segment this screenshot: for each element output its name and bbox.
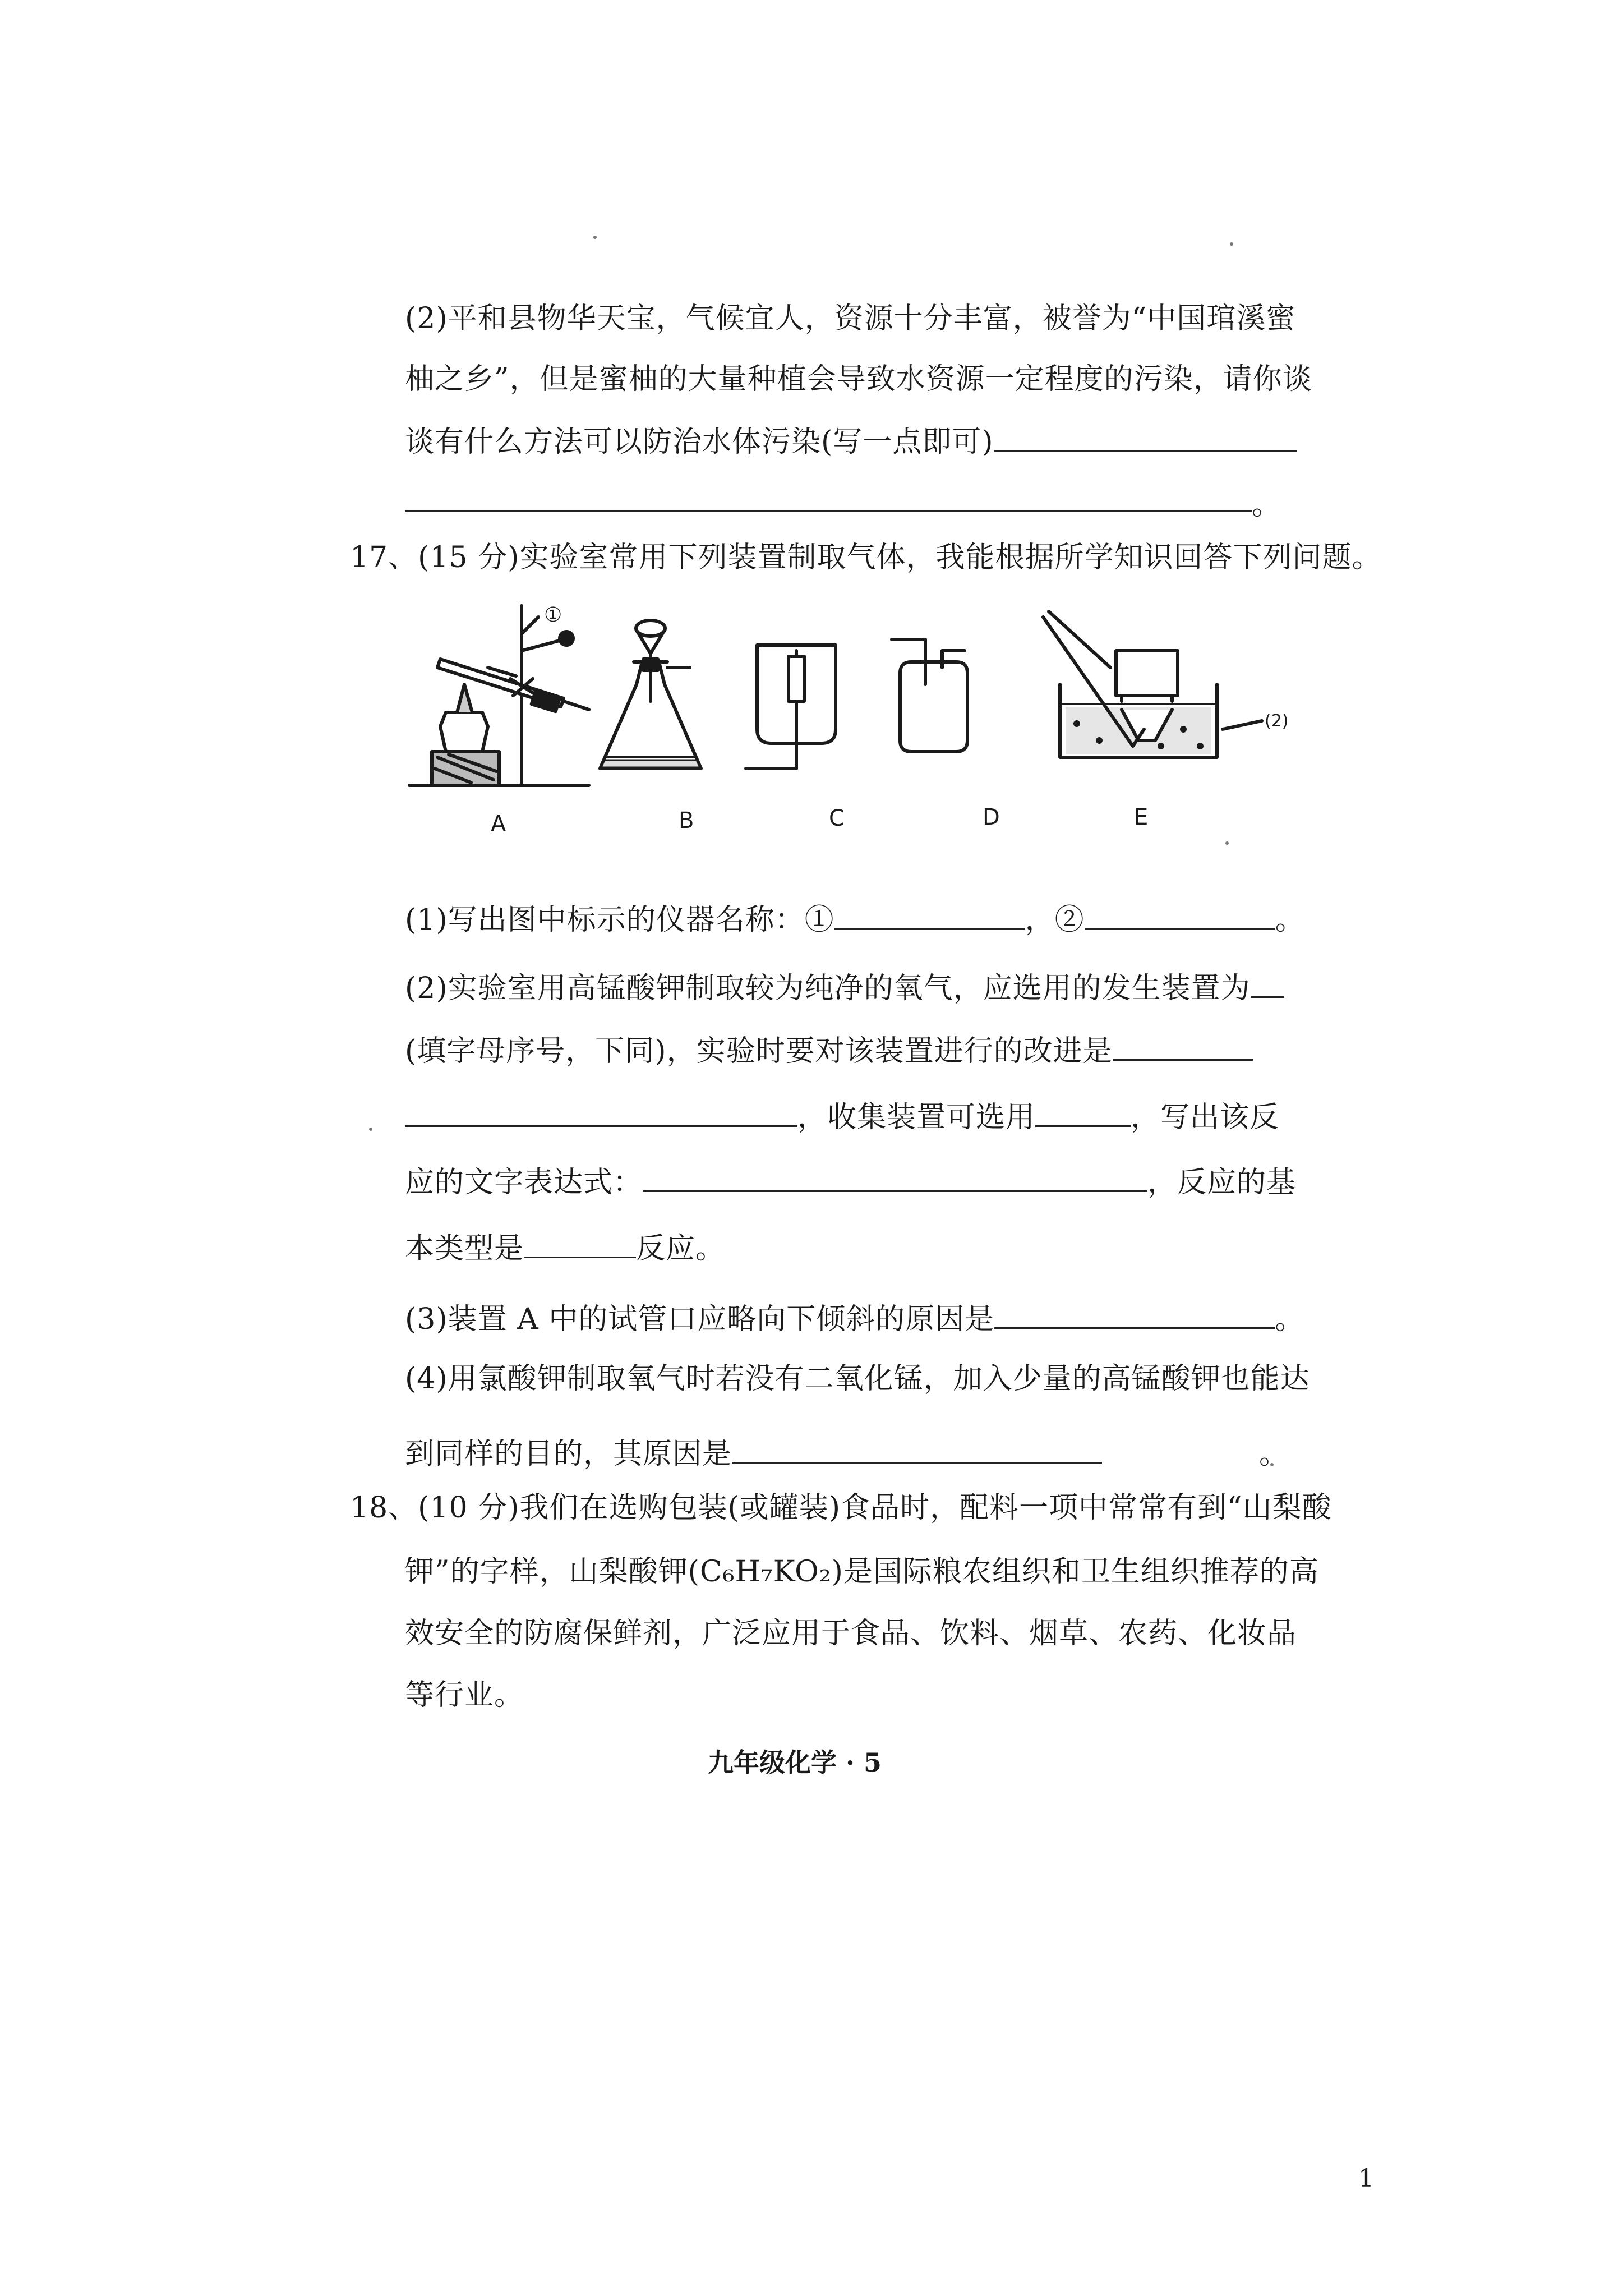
- apparatus-a: [409, 606, 589, 785]
- q18-line4: 等行业。: [405, 1678, 524, 1712]
- answer-blank-q17-1a[interactable]: [834, 900, 1025, 930]
- q16-p2-line1: (2)平和县物华天宝，气候宜人，资源十分丰富，被誉为“中国琯溪蜜: [405, 302, 1296, 335]
- q17-p2-line5-text: 本类型是: [405, 1232, 524, 1266]
- q17-p2-line5-text-b: 反应。: [636, 1232, 726, 1266]
- q17-p4-line2-text: 到同样的目的，其原因是: [405, 1437, 732, 1471]
- answer-blank-q17-1b[interactable]: [1085, 900, 1275, 930]
- q17-p3-end: 。: [1275, 1303, 1305, 1336]
- scan-speck: [369, 1128, 372, 1131]
- answer-blank-q17-2e[interactable]: [643, 1162, 1147, 1192]
- label-b: B: [679, 808, 694, 834]
- marker-1-label: ①: [544, 604, 562, 627]
- q17-header: 17、(15 分)实验室常用下列装置制取气体，我能根据所学知识回答下列问题。: [350, 541, 1382, 574]
- marker-1: [522, 617, 538, 634]
- label-d: D: [983, 804, 1000, 830]
- answer-blank-q16[interactable]: [994, 422, 1297, 452]
- q16-end-mark: 。: [1252, 488, 1282, 522]
- q17-p3-text: (3)装置 A 中的试管口应略向下倾斜的原因是: [405, 1303, 995, 1336]
- q17-p2-line4: [405, 1162, 1296, 1200]
- marker-2-leader: [1223, 721, 1262, 729]
- apparatus-diagram: [404, 600, 1301, 847]
- q16-p2-line3: [405, 422, 1297, 460]
- answer-blank-q17-2a[interactable]: [1251, 968, 1284, 998]
- q18-line1: 18、(10 分)我们在选购包装(或罐装)食品时，配料一项中常常有到“山梨酸: [350, 1491, 1332, 1525]
- q17-p2-line3-text-b: ，写出该反: [1131, 1101, 1280, 1134]
- label-e: E: [1134, 804, 1149, 830]
- q17-p4-line1: (4)用氯酸钾制取氧气时若没有二氧化锰，加入少量的高锰酸钾也能达: [405, 1362, 1310, 1396]
- q17-p3: [405, 1299, 1304, 1337]
- q17-p2-line5: [405, 1228, 725, 1267]
- label-a: A: [491, 811, 506, 837]
- q17-p4-end: 。: [1259, 1437, 1289, 1471]
- apparatus-d: [892, 639, 967, 752]
- answer-blank-q17-3[interactable]: [994, 1299, 1275, 1329]
- q17-p1-sep: ，②: [1025, 903, 1085, 937]
- page-number: 1: [1358, 2164, 1374, 2193]
- q17-p2-line4-text: 应的文字表达式：: [405, 1166, 643, 1199]
- q17-p2-line1-text: (2)实验室用高锰酸钾制取较为纯净的氧气，应选用的发生装置为: [405, 972, 1251, 1005]
- q17-p1-text: (1)写出图中标示的仪器名称：①: [405, 903, 834, 937]
- scan-speck: [593, 236, 597, 239]
- page-footer: 九年级化学 · 5: [708, 1747, 882, 1778]
- apparatus-c: [746, 645, 836, 769]
- apparatus-e: [1043, 611, 1217, 757]
- q18-line3: 效安全的防腐保鲜剂，广泛应用于食品、饮料、烟草、农药、化妆品: [405, 1617, 1297, 1650]
- q17-p2-line2-text: (填字母序号，下同)，实验时要对该装置进行的改进是: [405, 1034, 1113, 1068]
- answer-rule-q16[interactable]: [405, 510, 1252, 512]
- marker-2-label: (2): [1265, 711, 1289, 731]
- answer-blank-q17-4[interactable]: [732, 1434, 1102, 1464]
- q18-line2: 钾”的字样，山梨酸钾(C₆H₇KO₂)是国际粮农组织和卫生组织推荐的高: [405, 1555, 1319, 1589]
- label-c: C: [829, 806, 845, 831]
- answer-blank-q17-2d[interactable]: [1035, 1097, 1131, 1127]
- answer-blank-q17-2f[interactable]: [524, 1228, 636, 1258]
- q17-p2-line4-text-b: ，反应的基: [1147, 1166, 1297, 1199]
- answer-blank-q17-2b[interactable]: [1113, 1031, 1253, 1061]
- scan-speck: [1230, 242, 1233, 246]
- q17-p2-line3-text: ，收集装置可选用: [797, 1101, 1036, 1134]
- q17-p2-line3: [405, 1097, 1279, 1135]
- q16-p2-line2: 柚之乡”，但是蜜柚的大量种植会导致水资源一定程度的污染，请你谈: [405, 362, 1312, 396]
- answer-blank-q17-2c[interactable]: [405, 1097, 797, 1127]
- apparatus-b: [600, 620, 701, 769]
- q17-p2-line1: [405, 968, 1284, 1006]
- q17-p2-line2: [405, 1031, 1253, 1069]
- q16-p2-line3-text: 谈有什么方法可以防治水体污染(写一点即可): [405, 425, 994, 459]
- q17-p4-line2: [405, 1434, 1289, 1472]
- q17-p1: [405, 900, 1305, 938]
- q17-p1-end: 。: [1275, 903, 1305, 937]
